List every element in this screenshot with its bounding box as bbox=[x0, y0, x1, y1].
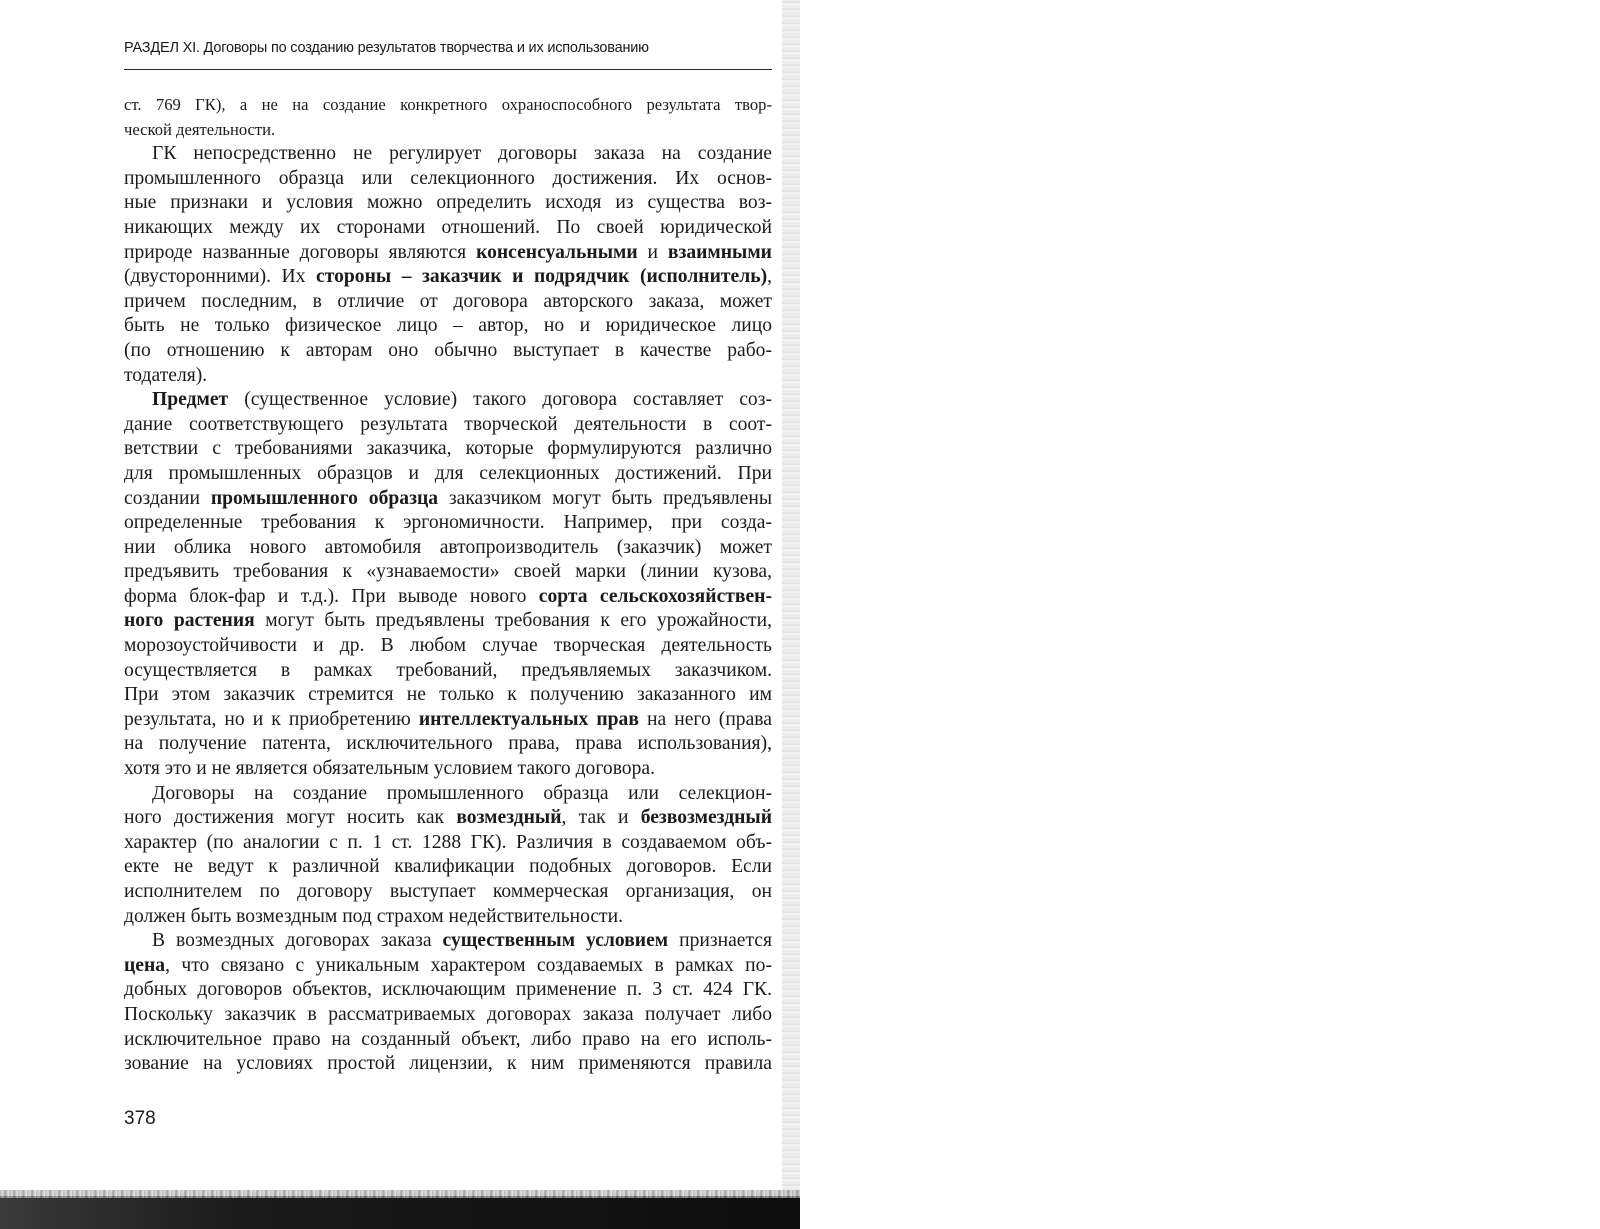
text-line: определенные требования к эргономичности. Например, при созда- bbox=[124, 512, 772, 534]
text-line: екте не ведут к различной квалификации подобных договоров. Если bbox=[124, 856, 772, 878]
text-line: на получение патента, исключительного права, права использования), bbox=[124, 733, 772, 755]
body-text bbox=[124, 93, 772, 1077]
text-line: нии облика нового автомобиля автопроизводитель (заказчик) может bbox=[124, 536, 772, 558]
bold-term: ного растения bbox=[124, 610, 255, 632]
bold-term: безвозмездный bbox=[640, 807, 772, 829]
text-line: ные признаки и условия можно определить исходя из существа воз- bbox=[124, 192, 772, 214]
text-line: При этом заказчик стремится не только к получению заказанного им bbox=[124, 684, 772, 706]
header-rule bbox=[124, 69, 772, 70]
text-line: ного растения могут быть предъявлены требования к его урожайности, bbox=[124, 610, 772, 632]
bold-term: промышленного образца bbox=[210, 487, 439, 509]
text-line: добных договоров объектов, исключающим применение п. 3 ст. 424 ГК. bbox=[124, 979, 772, 1001]
bold-term: взаимными bbox=[667, 241, 772, 263]
text-line: (по отношению к авторам оно обычно выступает в качестве рабо- bbox=[124, 339, 772, 361]
bold-term: сорта сельскохозяйствен- bbox=[538, 585, 772, 607]
text-line: ст. 769 ГК), а не на создание конкретного охраноспособного результата твор- bbox=[124, 95, 772, 114]
text-line: тодателя). bbox=[124, 364, 208, 386]
bold-term: цена bbox=[124, 954, 166, 976]
text-line: зование на условиях простой лицензии, к ним применяются правила bbox=[124, 1053, 772, 1075]
text-line: ветствии с требованиями заказчика, которые формулируются различно bbox=[124, 438, 772, 460]
text-line: В возмездных договорах заказа существенным условием признается bbox=[152, 930, 772, 952]
text-line: (двусторонними). Их стороны – заказчик и подрядчик (исполнитель), bbox=[124, 266, 772, 288]
text-line: характер (по аналогии с п. 1 ст. 1288 ГК). Различия в создаваемом объ- bbox=[124, 831, 772, 853]
bold-term: существенным условием bbox=[442, 930, 669, 952]
text-line: никающих между их сторонами отношений. По своей юридической bbox=[124, 216, 772, 238]
page-gutter-edge bbox=[782, 0, 800, 1229]
text-line: природе названные договоры являются консенсуальными и взаимными bbox=[124, 241, 772, 263]
text-line: осуществляется в рамках требований, предъявляемых заказчиком. bbox=[124, 659, 772, 681]
text-line: промышленного образца или селекционного достижения. Их основ- bbox=[124, 167, 772, 189]
text-line: цена, что связано с уникальным характером создаваемых в рамках по- bbox=[124, 954, 772, 976]
text-line: ГК непосредственно не регулирует договоры заказа на создание bbox=[152, 143, 772, 165]
text-line: дание соответствующего результата творческой деятельности в соот- bbox=[124, 413, 772, 435]
bold-term: стороны – заказчик и подрядчик (исполнитель) bbox=[316, 266, 768, 288]
text-line: форма блок-фар и т.д.). При выводе нового сорта сельскохозяйствен- bbox=[124, 585, 772, 607]
text-line: исключительное право на созданный объект, либо право на его исполь- bbox=[124, 1028, 772, 1050]
bold-term: Предмет bbox=[152, 389, 229, 411]
page-number: 378 bbox=[124, 1108, 156, 1129]
text-line: для промышленных образцов и для селекционных достижений. При bbox=[124, 462, 772, 484]
text-line: причем последним, в отличие от договора авторского заказа, может bbox=[124, 290, 772, 312]
text-line: Предмет (существенное условие) такого договора составляет соз- bbox=[152, 389, 772, 411]
text-line: должен быть возмездным под страхом недействительности. bbox=[124, 905, 623, 927]
bold-term: интеллектуальных прав bbox=[418, 708, 639, 730]
text-line: быть не только физическое лицо – автор, но и юридическое лицо bbox=[124, 315, 772, 337]
text-line: хотя это и не является обязательным условием такого договора. bbox=[124, 758, 656, 780]
text-line: исполнителем по договору выступает коммерческая организация, он bbox=[124, 881, 772, 902]
text-line: ческой деятельности. bbox=[124, 119, 276, 139]
running-head: РАЗДЕЛ XI. Договоры по созданию результатов творчества и их использованию bbox=[124, 40, 649, 56]
text-line: Поскольку заказчик в рассматриваемых договорах заказа получает либо bbox=[124, 1003, 772, 1025]
bold-term: консенсуальными bbox=[476, 241, 638, 263]
text-line: Договоры на создание промышленного образца или селекцион- bbox=[152, 782, 772, 804]
text-line: создании промышленного образца заказчиком могут быть предъявлены bbox=[124, 487, 772, 509]
bold-term: возмездный bbox=[456, 807, 562, 829]
text-line: ного достижения могут носить как возмездный, так и безвозмездный bbox=[124, 807, 772, 829]
text-line: морозоустойчивости и др. В любом случае творческая деятельность bbox=[124, 635, 772, 657]
text-line: предъявить требования к «узнаваемости» своей марки (линии кузова, bbox=[124, 561, 772, 583]
text-line: результата, но и к приобретению интеллектуальных прав на него (права bbox=[124, 708, 772, 730]
scan-bottom-shadow bbox=[0, 1196, 800, 1229]
blank-right-area bbox=[800, 0, 1600, 1229]
